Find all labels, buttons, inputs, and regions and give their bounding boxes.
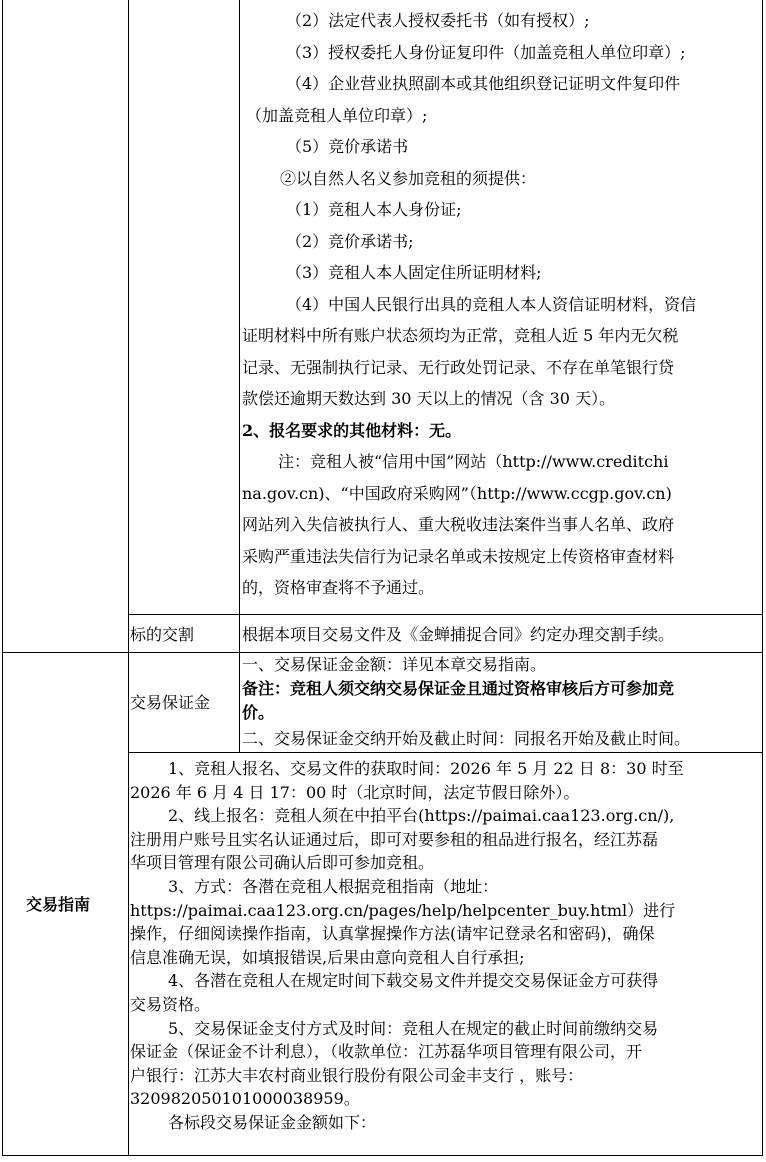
text-line: 网站列入失信被执行人、重大税收违法案件当事人名单、政府 <box>242 515 675 534</box>
row-divider-top-section <box>128 614 763 615</box>
deposit-amount-line: 一、交易保证金金额：详见本章交易指南。 <box>242 655 547 674</box>
text-line: na.gov.cn)、“中国政府采购网”（http://www.ccgp.gov.cn) <box>242 483 672 503</box>
deposit-note-line-1: 备注：竞租人须交纳交易保证金且通过资格审核后方可参加竞 <box>242 679 675 698</box>
row-divider-deposit <box>128 752 763 753</box>
text-line: 信息准确无误，如填报错误,后果由意向竞租人自行承担; <box>130 947 525 967</box>
section-title: 交易指南 <box>26 895 91 914</box>
text-line: 证明材料中所有账户状态须均为正常，竞租人近 5 年内无欠税 <box>242 326 679 345</box>
text-line: （加盖竞租人单位印章）; <box>246 105 428 125</box>
table-border-right <box>762 0 763 1156</box>
text-line: （3）授权委托人身份证复印件（加盖竞租人单位印章）; <box>286 42 686 62</box>
text-line: 保证金（保证金不计利息），（收款单位：江苏磊华项目管理有限公司，开 <box>130 1042 643 1062</box>
guide-content <box>130 758 762 1154</box>
text-line: 2026 年 6 月 4 日 17：00 时（北京时间，法定节假日除外）。 <box>130 782 580 802</box>
text-line: （4）企业营业执照副本或其他组织登记证明文件复印件 <box>286 74 681 93</box>
text-line: 操作，仔细阅读操作指南，认真掌握操作方法(请牢记登录名和密码)，确保 <box>130 924 655 944</box>
text-line: 记录、无强制执行记录、无行政处罚记录、不存在单笔银行贷 <box>242 357 675 377</box>
table-border-bottom <box>2 1155 763 1156</box>
text-line: （4）中国人民银行出具的竞租人本人资信证明材料，资信 <box>286 294 697 314</box>
table-border-left <box>2 0 3 1156</box>
delivery-content: 根据本项目交易文件及《金蝉捕捉合同》约定办理交割手续。 <box>242 625 675 644</box>
text-line: （1）竞租人本人身份证; <box>286 200 462 219</box>
column-divider-1 <box>128 0 129 1156</box>
deposit-note-line-2: 价。 <box>242 703 275 722</box>
row-divider-delivery <box>2 652 763 653</box>
text-line: （3）竞租人本人固定住所证明材料; <box>286 263 542 282</box>
text-line: https://paimai.caa123.org.cn/pages/help/helpcenter_buy.html）进行 <box>130 900 676 920</box>
text-line: ②以自然人名义参加竞租的须提供： <box>280 168 537 188</box>
column-divider-2 <box>239 0 240 752</box>
requirements-content <box>242 10 762 612</box>
text-line: 1、竞租人报名、交易文件的获取时间：2026 年 5 月 22 日 8：30 时至 <box>168 759 684 778</box>
deposit-content <box>242 654 762 752</box>
text-line: （2）竞价承诺书; <box>286 231 414 251</box>
text-line: 3、方式：各潜在竞租人根据竞租指南（地址： <box>168 877 499 896</box>
text-line: 华项目管理有限公司确认后即可参加竞租。 <box>130 853 435 873</box>
document-table <box>2 0 763 1156</box>
text-line: 采购严重违法失信行为记录名单或未按规定上传资格审查材料 <box>242 546 675 566</box>
text-line: 2、报名要求的其他材料：无。 <box>242 420 462 440</box>
text-line: 5、交易保证金支付方式及时间：竞租人在规定的截止时间前缴纳交易 <box>168 1018 659 1038</box>
text-line: （2）法定代表人授权委托书（如有授权）; <box>286 11 590 30</box>
text-line: 款偿还逾期天数达到 30 天以上的情况（含 30 天）。 <box>242 389 616 408</box>
deposit-time-line: 二、交易保证金交纳开始及截止时间：同报名开始及截止时间。 <box>242 729 691 748</box>
text-line: （5）竞价承诺书 <box>286 137 409 156</box>
deposit-label: 交易保证金 <box>130 693 211 712</box>
text-line: 的，资格审查将不予通过。 <box>242 578 435 597</box>
text-line: 2、线上报名：竞租人须在中拍平台(https://paimai.caa123.org.cn/), <box>168 806 675 826</box>
text-line: 注册用户账号且实名认证通过后，即可对要参租的租品进行报名，经江苏磊 <box>130 829 659 849</box>
text-line: 注：竞租人被“信用中国”网站（http://www.creditchi <box>278 452 669 471</box>
text-line: 4、各潜在竞租人在规定时间下载交易文件并提交交易保证金方可获得 <box>168 971 659 991</box>
text-line: 各标段交易保证金金额如下： <box>168 1113 377 1132</box>
text-line: 交易资格。 <box>130 995 211 1014</box>
text-line: 320982050101000038959。 <box>130 1089 360 1109</box>
delivery-label: 标的交割 <box>130 625 195 644</box>
text-line: 户银行：江苏大丰农村商业银行股份有限公司金丰支行 ，账号： <box>130 1065 584 1085</box>
